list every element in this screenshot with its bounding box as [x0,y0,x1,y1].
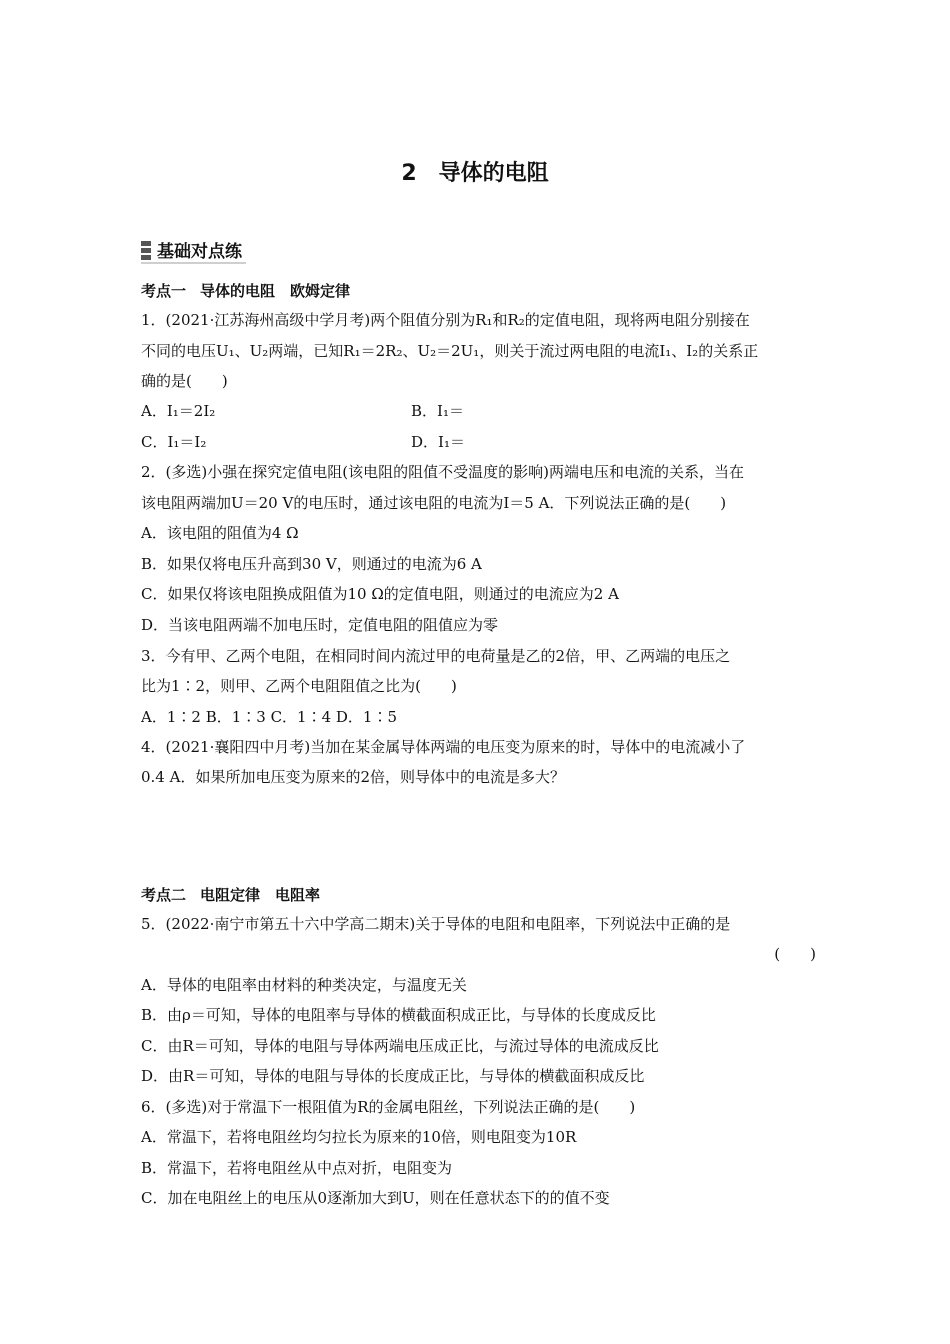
q1-line-1: 1．(2021·江苏海州高级中学月考)两个阻值分别为R₁和R₂的定值电阻，现将两电阻分别接在 [141,311,750,329]
topic-heading-2: 考点二 电阻定律 电阻率 [141,886,321,904]
q3-line-1: 3．今有甲、乙两个电阻，在相同时间内流过甲的电荷量是乙的2倍，甲、乙两端的电压之 [141,647,731,665]
q6-line-1: 6．(多选)对于常温下一根阻值为R的金属电阻丝，下列说法正确的是( ) [141,1098,636,1116]
q5-option-d: D．由R＝可知，导体的电阻与导体的长度成正比，与导体的横截面积成反比 [141,1067,645,1085]
section-marker-icon [141,239,151,259]
q5-option-a: A．导体的电阻率由材料的种类决定，与温度无关 [141,976,467,994]
q6-option-b: B．常温下，若将电阻丝从中点对折，电阻变为 [141,1159,453,1177]
q6-option-a: A．常温下，若将电阻丝均匀拉长为原来的10倍，则电阻变为10R [141,1128,577,1146]
q1-line-3: 确的是( ) [141,372,228,390]
q5-option-b: B．由ρ＝可知，导体的电阻率与导体的横截面积成正比，与导体的长度成反比 [141,1006,656,1024]
q5-line-1: 5．(2022·南宁市第五十六中学高二期末)关于导体的电阻和电阻率，下列说法中正确的是 [141,915,731,933]
section-label: 基础对点练 [157,241,242,262]
q2-option-a: A．该电阻的阻值为4 Ω [141,524,299,542]
q5-answer-blank: ( ) [774,945,816,963]
q5-option-c: C．由R＝可知，导体的电阻与导体两端电压成正比，与流过导体的电流成反比 [141,1037,659,1055]
section-number: 2 [401,161,417,186]
section-badge [141,236,246,264]
q3-line-2: 比为1∶2，则甲、乙两个电阻阻值之比为( ) [141,677,457,695]
q4-line-2: 0.4 A．如果所加电压变为原来的2倍，则导体中的电流是多大？ [141,768,566,786]
page-title [0,156,950,187]
section-title: 导体的电阻 [438,161,549,186]
q2-line-2: 该电阻两端加U＝20 V的电压时，通过该电阻的电流为I＝5 A．下列说法正确的是( ) [141,494,727,512]
q1-option-d: D．I₁＝ [411,433,465,451]
q2-option-d: D．当该电阻两端不加电压时，定值电阻的阻值应为零 [141,616,499,634]
q1-option-c: C．I₁＝I₂ [141,433,207,451]
topic-heading-1: 考点一 导体的电阻 欧姆定律 [141,282,351,300]
q2-option-b: B．如果仅将电压升高到30 V，则通过的电流为6 A [141,555,482,573]
q1-options-row-2 [141,427,816,458]
q1-line-2: 不同的电压U₁、U₂两端，已知R₁＝2R₂、U₂＝2U₁，则关于流过两电阻的电流I₁、I₂的关系正 [141,342,759,360]
q1-options-row-1 [141,396,816,427]
q2-option-c: C．如果仅将该电阻换成阻值为10 Ω的定值电阻，则通过的电流应为2 A [141,585,619,603]
q2-line-1: 2．(多选)小强在探究定值电阻(该电阻的阻值不受温度的影响)两端电压和电流的关系，当在 [141,463,744,481]
q3-options: A．1∶2 B．1∶3 C．1∶4 D．1∶5 [141,708,398,726]
q4-line-1: 4．(2021·襄阳四中月考)当加在某金属导体两端的电压变为原来的时，导体中的电流减小了 [141,738,746,756]
q1-option-a: A．I₁＝2I₂ [141,402,216,420]
q6-option-c: C．加在电阻丝上的电压从0逐渐加大到U，则在任意状态下的的值不变 [141,1189,610,1207]
q1-option-b: B．I₁＝ [411,402,464,420]
